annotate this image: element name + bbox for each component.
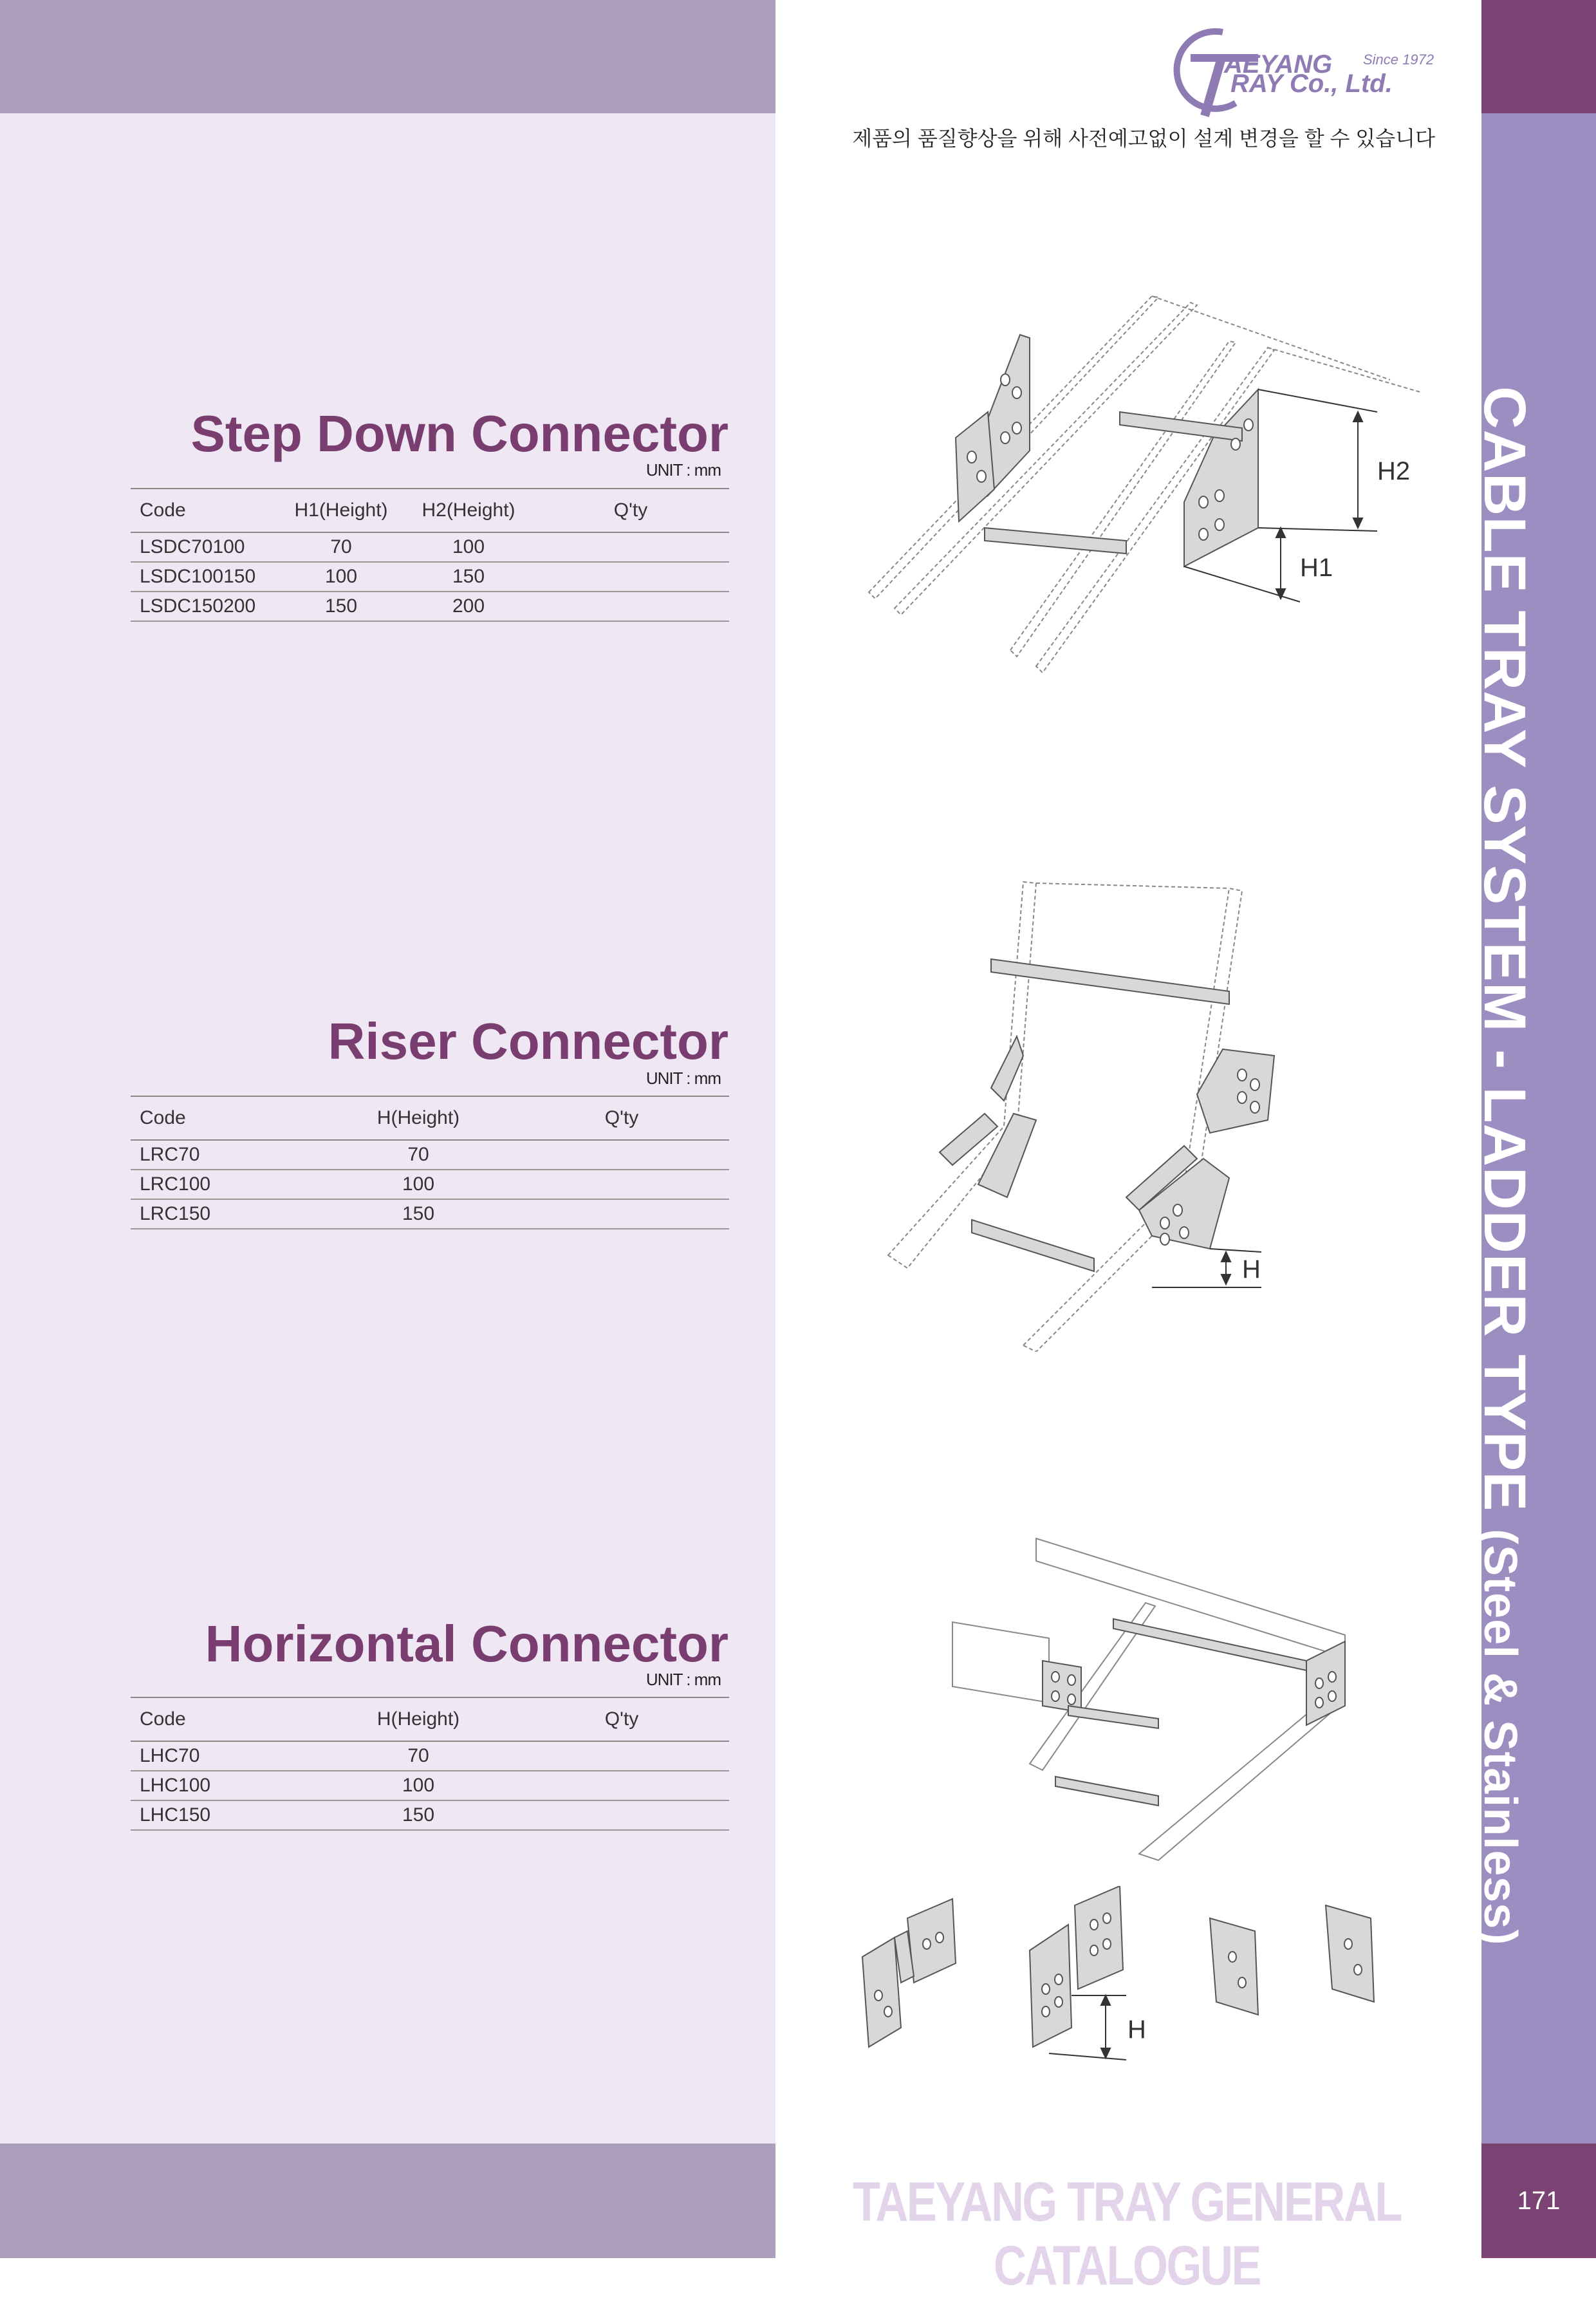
logo-text-line2: RAY Co., Ltd.: [1230, 70, 1393, 98]
col-header-h2: H2(Height): [405, 489, 532, 532]
cell-h2: 200: [405, 592, 532, 621]
table-row: [131, 1741, 729, 1771]
col-header-h: H(Height): [322, 1697, 514, 1741]
table-header-row: [131, 1697, 729, 1741]
col-header-code: Code: [131, 489, 277, 532]
cell-code: LRC100: [131, 1170, 322, 1199]
table-row: [131, 592, 729, 621]
design-change-notice: 제품의 품질향상을 위해 사전예고없이 설계 변경을 할 수 있습니다: [852, 127, 1435, 150]
right-top-block: [1481, 0, 1596, 113]
col-header-qty: Q'ty: [532, 489, 729, 532]
cell-code: LSDC70100: [131, 532, 277, 562]
riser-spec-table: [131, 1096, 729, 1229]
dimension-label-h: H: [1242, 1255, 1261, 1284]
dimension-label-h: H: [1127, 2015, 1146, 2044]
table-header-row: [131, 489, 729, 532]
cell-qty: [514, 1771, 729, 1800]
page-number: 171: [1517, 2186, 1561, 2215]
cell-h: 150: [322, 1800, 514, 1830]
col-header-qty: Q'ty: [514, 1697, 729, 1741]
cell-code: LHC70: [131, 1741, 322, 1771]
horizontal-spec-table: [131, 1697, 729, 1831]
cell-code: LHC150: [131, 1800, 322, 1830]
dimension-label-h1: H1: [1300, 554, 1333, 582]
cell-h1: 150: [277, 592, 405, 621]
side-title: [1471, 386, 1538, 1945]
cell-code: LHC100: [131, 1771, 322, 1800]
unit-label: UNIT : mm: [645, 460, 721, 480]
col-header-qty: Q'ty: [514, 1096, 729, 1140]
cell-qty: [514, 1741, 729, 1771]
logo-text-line1: AEYANG: [1224, 50, 1333, 79]
col-header-h1: H1(Height): [277, 489, 405, 532]
table-row: [131, 1170, 729, 1199]
section-title-riser: Riser Connector: [328, 1013, 728, 1070]
table-row: [131, 1771, 729, 1800]
table-row: [131, 1199, 729, 1229]
side-title-main: CABLE TRAY SYSTEM - LADDER TYPE: [1472, 386, 1537, 1512]
cell-h: 70: [322, 1741, 514, 1771]
table-row: [131, 532, 729, 562]
step-down-connector-illustration: [856, 283, 1435, 682]
cell-code: LRC150: [131, 1199, 322, 1229]
cell-h: 150: [322, 1199, 514, 1229]
cell-h1: 70: [277, 532, 405, 562]
logo-since: Since 1972: [1363, 51, 1434, 68]
dimension-label-h2: H2: [1377, 457, 1411, 485]
cell-h: 100: [322, 1771, 514, 1800]
cell-qty: [532, 592, 729, 621]
cell-code: LSDC150200: [131, 592, 277, 621]
cell-qty: [532, 532, 729, 562]
cell-qty: [514, 1140, 729, 1170]
table-header-row: [131, 1096, 729, 1140]
cell-qty: [514, 1170, 729, 1199]
unit-label: UNIT : mm: [645, 1670, 721, 1689]
step-down-spec-table: [131, 488, 729, 622]
bottom-band: [0, 2144, 775, 2258]
cell-h: 70: [322, 1140, 514, 1170]
cell-qty: [514, 1199, 729, 1229]
col-header-code: Code: [131, 1697, 322, 1741]
catalogue-footer-title: TAEYANG TRAY GENERAL CATALOGUE: [852, 2171, 1402, 2297]
top-band: [0, 0, 775, 113]
horizontal-connector-parts-illustration: [856, 1886, 1409, 2073]
col-header-h: H(Height): [322, 1096, 514, 1140]
table-row: [131, 1140, 729, 1170]
cell-h1: 100: [277, 562, 405, 592]
col-header-code: Code: [131, 1096, 322, 1140]
cell-qty: [514, 1800, 729, 1830]
cell-qty: [532, 562, 729, 592]
cell-code: LSDC100150: [131, 562, 277, 592]
cell-h: 100: [322, 1170, 514, 1199]
side-title-sub: (Steel & Stainless): [1474, 1529, 1526, 1946]
table-row: [131, 1800, 729, 1830]
section-title-horizontal: Horizontal Connector: [205, 1615, 728, 1672]
riser-connector-illustration: [882, 875, 1358, 1352]
table-row: [131, 562, 729, 592]
section-title-step-down: Step Down Connector: [190, 405, 728, 462]
horizontal-connector-illustration: [946, 1532, 1358, 1867]
cell-h2: 150: [405, 562, 532, 592]
cell-h2: 100: [405, 532, 532, 562]
unit-label: UNIT : mm: [645, 1069, 721, 1088]
cell-code: LRC70: [131, 1140, 322, 1170]
